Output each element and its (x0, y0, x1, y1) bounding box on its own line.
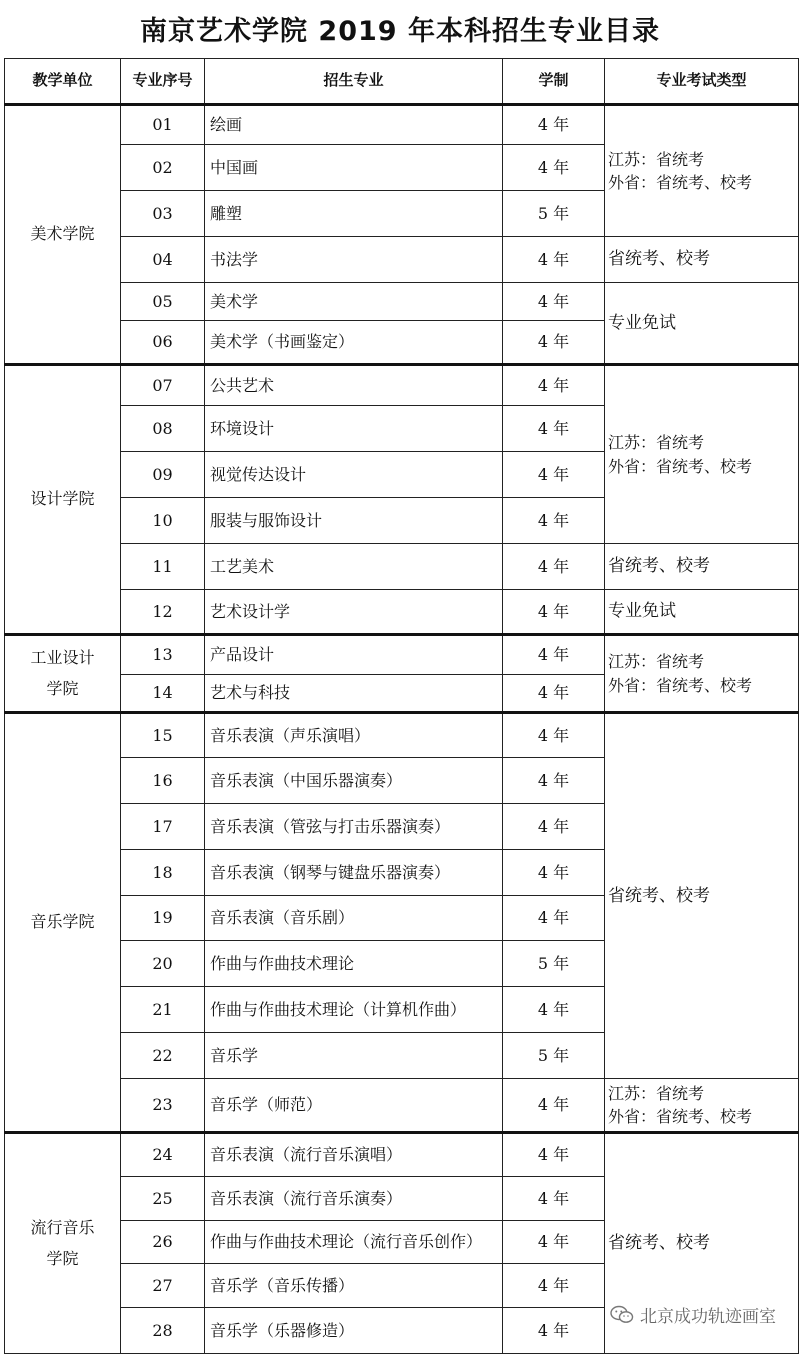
major-name: 音乐学（音乐传播） (205, 1264, 503, 1308)
exam-type-line: 专业免试 (608, 601, 676, 622)
major-name: 视觉传达设计 (205, 452, 503, 498)
study-years: 4 年 (503, 365, 605, 406)
major-number: 17 (121, 804, 205, 850)
unit-cell (5, 105, 121, 365)
study-years: 4 年 (503, 237, 605, 283)
table-row (5, 1079, 799, 1133)
major-name: 书法学 (205, 237, 503, 283)
major-name: 工艺美术 (205, 544, 503, 590)
exam-type-cell (605, 283, 799, 365)
unit-cell (5, 365, 121, 635)
table-row (5, 635, 799, 675)
unit-name-line: 工业设计 (30, 648, 95, 668)
study-years: 5 年 (503, 941, 605, 987)
table-row (5, 365, 799, 406)
major-number: 12 (121, 590, 205, 635)
study-years: 5 年 (503, 191, 605, 237)
major-number: 28 (121, 1308, 205, 1354)
major-number: 02 (121, 145, 205, 191)
major-name: 环境设计 (205, 406, 503, 452)
major-number: 15 (121, 713, 205, 758)
major-number: 23 (121, 1079, 205, 1133)
exam-type-cell (605, 635, 799, 713)
major-name: 作曲与作曲技术理论（流行音乐创作） (205, 1221, 503, 1264)
exam-type-cell (605, 237, 799, 283)
major-name: 音乐学 (205, 1033, 503, 1079)
major-number: 26 (121, 1221, 205, 1264)
study-years: 4 年 (503, 1177, 605, 1221)
header-years: 学制 (503, 59, 605, 105)
major-name: 中国画 (205, 145, 503, 191)
watermark-text: 北京成功轨迹画室 (640, 1307, 776, 1327)
unit-name-line: 音乐学院 (30, 912, 95, 932)
major-name: 艺术设计学 (205, 590, 503, 635)
study-years: 4 年 (503, 1264, 605, 1308)
exam-type-cell (605, 1079, 799, 1133)
major-name: 美术学 (205, 283, 503, 321)
exam-type-line: 省统考、校考 (608, 885, 710, 906)
exam-type-cell (605, 590, 799, 635)
exam-type-line: 外省：省统考、校考 (608, 456, 753, 476)
exam-type-line: 专业免试 (608, 312, 676, 333)
major-number: 06 (121, 321, 205, 365)
major-number: 05 (121, 283, 205, 321)
major-number: 03 (121, 191, 205, 237)
study-years: 4 年 (503, 635, 605, 675)
header-unit: 教学单位 (5, 59, 121, 105)
table-row (5, 283, 799, 321)
table-row (5, 1133, 799, 1177)
exam-type-line: 省统考、校考 (608, 249, 710, 270)
major-name: 作曲与作曲技术理论 (205, 941, 503, 987)
exam-type-line: 外省：省统考、校考 (608, 1107, 753, 1126)
study-years: 4 年 (503, 590, 605, 635)
study-years: 4 年 (503, 544, 605, 590)
exam-type-line: 江苏：省统考 (608, 1083, 705, 1103)
exam-type-cell (605, 105, 799, 237)
study-years: 4 年 (503, 987, 605, 1033)
unit-name-line: 流行音乐 (30, 1218, 95, 1238)
unit-name-line: 设计学院 (30, 489, 95, 509)
exam-type-cell (605, 544, 799, 590)
study-years: 4 年 (503, 452, 605, 498)
major-number: 20 (121, 941, 205, 987)
major-name: 音乐表演（流行音乐演唱） (205, 1133, 503, 1177)
major-name: 音乐学（师范） (205, 1079, 503, 1133)
study-years: 4 年 (503, 1079, 605, 1133)
major-name: 公共艺术 (205, 365, 503, 406)
exam-type-line: 江苏：省统考 (608, 149, 705, 169)
table-row (5, 713, 799, 758)
study-years: 4 年 (503, 758, 605, 804)
study-years: 5 年 (503, 1033, 605, 1079)
major-name: 音乐表演（钢琴与键盘乐器演奏） (205, 850, 503, 896)
study-years: 4 年 (503, 1221, 605, 1264)
unit-name-line: 学院 (46, 1248, 79, 1268)
major-name: 作曲与作曲技术理论（计算机作曲） (205, 987, 503, 1033)
study-years: 4 年 (503, 713, 605, 758)
major-number: 16 (121, 758, 205, 804)
table-row (5, 237, 799, 283)
major-name: 美术学（书画鉴定） (205, 321, 503, 365)
major-number: 10 (121, 498, 205, 544)
major-number: 24 (121, 1133, 205, 1177)
exam-type-cell (605, 713, 799, 1079)
major-number: 22 (121, 1033, 205, 1079)
major-number: 04 (121, 237, 205, 283)
major-name: 服装与服饰设计 (205, 498, 503, 544)
exam-type-line: 江苏：省统考 (608, 433, 705, 453)
major-name: 音乐表演（音乐剧） (205, 896, 503, 941)
unit-name-line: 美术学院 (30, 224, 95, 244)
major-name: 音乐学（乐器修造） (205, 1308, 503, 1354)
table-row (5, 590, 799, 635)
header-number: 专业序号 (121, 59, 205, 105)
major-name: 艺术与科技 (205, 675, 503, 713)
exam-type-line: 外省：省统考、校考 (608, 173, 753, 192)
major-number: 07 (121, 365, 205, 406)
major-catalog-table (4, 58, 799, 1354)
wechat-icon (610, 1305, 634, 1325)
major-number: 18 (121, 850, 205, 896)
study-years: 4 年 (503, 1133, 605, 1177)
exam-type-line: 外省：省统考、校考 (608, 675, 753, 695)
major-number: 01 (121, 105, 205, 145)
major-number: 09 (121, 452, 205, 498)
study-years: 4 年 (503, 283, 605, 321)
header-exam-type: 专业考试类型 (605, 59, 799, 105)
study-years: 4 年 (503, 1308, 605, 1354)
unit-cell (5, 713, 121, 1133)
exam-type-line: 省统考、校考 (608, 1233, 710, 1254)
study-years: 4 年 (503, 498, 605, 544)
exam-type-cell (605, 365, 799, 544)
study-years: 4 年 (503, 896, 605, 941)
major-number: 11 (121, 544, 205, 590)
major-name: 音乐表演（管弦与打击乐器演奏） (205, 804, 503, 850)
major-name: 产品设计 (205, 635, 503, 675)
header-major: 招生专业 (205, 59, 503, 105)
study-years: 4 年 (503, 321, 605, 365)
watermark (610, 1302, 776, 1327)
major-name: 雕塑 (205, 191, 503, 237)
major-name: 绘画 (205, 105, 503, 145)
major-name: 音乐表演（中国乐器演奏） (205, 758, 503, 804)
major-name: 音乐表演（流行音乐演奏） (205, 1177, 503, 1221)
study-years: 4 年 (503, 105, 605, 145)
major-number: 08 (121, 406, 205, 452)
major-number: 25 (121, 1177, 205, 1221)
exam-type-line: 省统考、校考 (608, 556, 710, 577)
major-number: 19 (121, 896, 205, 941)
page-title: 南京艺术学院 2019 年本科招生专业目录 (140, 15, 660, 47)
study-years: 4 年 (503, 406, 605, 452)
study-years: 4 年 (503, 850, 605, 896)
major-number: 14 (121, 675, 205, 713)
major-number: 27 (121, 1264, 205, 1308)
unit-cell (5, 635, 121, 713)
major-number: 13 (121, 635, 205, 675)
study-years: 4 年 (503, 145, 605, 191)
table-row (5, 105, 799, 145)
table-row (5, 544, 799, 590)
unit-cell (5, 1133, 121, 1354)
unit-name-line: 学院 (46, 678, 79, 698)
exam-type-line: 江苏：省统考 (608, 652, 705, 672)
study-years: 4 年 (503, 675, 605, 713)
study-years: 4 年 (503, 804, 605, 850)
major-number: 21 (121, 987, 205, 1033)
major-name: 音乐表演（声乐演唱） (205, 713, 503, 758)
table-header-row (5, 59, 799, 105)
